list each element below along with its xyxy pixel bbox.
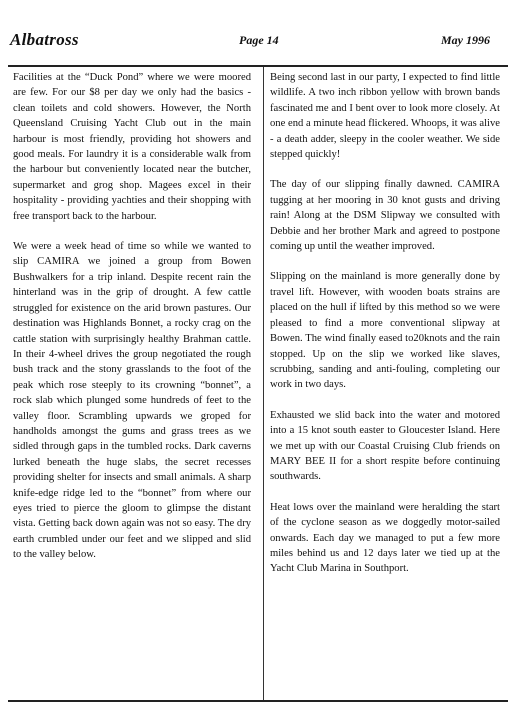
newsletter-title: Albatross [10,30,79,49]
page-number: Page 14 [239,33,279,47]
issue-date: May 1996 [441,33,490,47]
paragraph-southport: Heat lows over the mainland were heralding the start of the cyclone season as we doggedly motor-sailed onwards. Each day we managed to put a few more miles behind us and 12 days later we tied up at the Yacht Club Marina in Southport. [270,501,500,575]
paragraph-slipping-day: The day of our slipping finally dawned. CAMIRA tugging at her mooring in 30 knot gusts and driving rain! Along at the DSM Slipway we consulted with Debbie and her brother Mark and agreed to postpone coming up until the weather improved. [270,179,500,253]
right-column [270,70,500,592]
paragraph-bushwalk: We were a week head of time so while we wanted to slip CAMIRA we joined a group from Bowen Bushwalkers for a trip inland. Despite recent rain the hinterland was in the grip of drought. A few cattle struggled for existence on the arid brown pastures. Our destination was Highlands Bonnet, a rocky crag on the cattle station with surprisingly healthy Brahman cattle. In their 4-wheel drives the group negotiated the rough bush track and the stony grasslands to the foot of the peak which rose steeply to its crowning “bonnet”, a rock slab which plunged some hundreds of feet to the valley floor. Scrambling upwards we groped for handholds amongst the gums and grass trees as we sidled through gaps in the tumbled rocks. Dark caverns lurked beneath the huge slabs, the secret recesses providing shelter for insects and small animals. A sharp knife-edge ridge led to the “bonnet” from where our eyes tried to pierce the gloom to glimpse the distant vista. Getting back down again was not so easy. The dry earth crumbled under our feet and we slipped and slid to the valley below. [13,241,252,561]
left-column [13,70,251,578]
column-divider [263,67,264,700]
bottom-rule [8,700,508,702]
paragraph-death-adder: Being second last in our party, I expected to find little wildlife. A two inch ribbon yellow with brown bands fascinated me and I bent over to look more closely. At one end a minute head flickered. Whoops, it was alive - a death adder, sleepy in the cooler weather. We side stepped quickly! [270,72,500,161]
top-rule [8,65,508,67]
page-header [10,30,510,52]
paragraph-duck-pond: Facilities at the “Duck Pond” where we were moored are few. For our $8 per day we only had the basics - clean toilets and cold showers. However, the North Queensland Cruising Yacht Club out in the main harbour is most friendly, providing hot showers and good meals. For laundry it is a considerable walk from the harbour but conveniently located near the butcher, supermarket and grog shop. Magees excel in their hospitality - providing yachties and their shopping with free transport back to the harbour. [13,72,251,222]
paragraph-gloucester: Exhausted we slid back into the water and motored into a 15 knot south easter to Gloucester Island. Here we met up with our Coastal Cruising Club friends on MARY BEE II for a short respite before continuing southwards. [270,409,500,483]
paragraph-slipway: Slipping on the mainland is more generally done by travel lift. However, with wooden boats strains are placed on the hull if lifted by this method so we were pleased to find a more conventional slipway at Bowen. The wind finally eased to20knots and the rain stopped. Up on the slip we worked like slaves, scrubbing, sanding and anti-fouling, completing our work in two days. [270,271,500,391]
